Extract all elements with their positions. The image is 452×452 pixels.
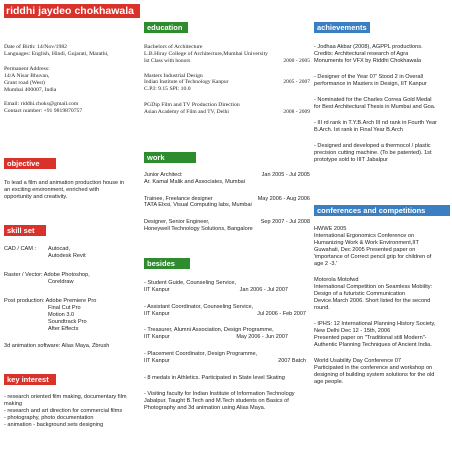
right-column <box>314 0 450 452</box>
skills-header: skill set <box>4 225 46 236</box>
besides-list: - Student Guide, Counseling Service, IIT Kanpur Jan 2006 - Jul 2007 - Assistant Coordinator, Counseling Service, IIT Kanpur Jul 2006 - Feb 2007 - Treasurer, Alumni Association, Design Programme, IIT Kanpur May 2006 - Jun 2007 - Placement Coordinator, Design Programme, IIT Kanpur 2007 Batch - 8 medals in Athletics. Participated in State level Skating - Visiting faculty for Indian Institute of Information Technology Jabalpur. Taught B.Tech and M.Tech students on Basics of Photography and 3d animation using Alias Maya. <box>144 280 306 411</box>
address-line: Mumbai 400007, India <box>4 86 57 93</box>
interest-list: - research oriented film making, documentary film making - research and art direction for commercial films - photography, photo documentation - animation - background sets designing <box>4 394 127 428</box>
achievements-list: - Jodhaa Akbar (2008), AGPPL productions. Credits: Architectural research of Agra Monuments for VFX by Riddhi Chokhawala - Designer of the Year 07' Stood 2 in Overall performance in Masters in Design, IIT Kanpur - Nominated for the Charles Correa Gold Medal for Best Architectural Thesis in Mumbai and Goa. - III rd rank in T.Y.B.Arch III nd rank in Fourth Year B.Arch. Ist rank in Final Year B.Arch - Designed and developed a thermocol / plastic precision cutting machine. (To be patented). 1st prototype sold to IIIT Jabalpur <box>314 44 437 163</box>
personal-info <box>4 44 109 115</box>
education-header: education <box>144 22 188 33</box>
first-name: riddhi <box>6 5 36 17</box>
education-list: Bachelors of Architecture L.B.Hiray College of Architecture,Mumbai University Ist Class with honors 2000 - 2005 Masters Industrial Design Indian Institute of Technology Kanpur 2005 - 2007 C.P.I: 9.15 SPI: 10.0 PGDip Film and TV Production Direction Asian Academy of Film and TV, Delhi 2008 - 2009 <box>144 44 310 115</box>
work-header: work experience <box>144 152 196 163</box>
dob: Date of Birth: 14/Nov/1982 <box>4 44 68 50</box>
left-column <box>4 0 140 452</box>
contact-number: Contact number: +91 9819870757 <box>4 108 83 115</box>
middle-name: jaydeo <box>38 5 72 17</box>
conferences-header: conferences and competitions <box>314 205 450 216</box>
besides-header: besides work <box>144 258 190 269</box>
conferences-list: HWWE 2005 International Ergonomics Conference on Humanizing Work & Work Environment,IIT Guwahati, Dec 2005 Presented paper on 'importance of Correct pencil grip for children of age 2 -3.' Motorola Motofwd International Competition on Seamless Mobility: Design of a futuristic Communication Device.March 2006. Short listed for the second round. - IPHS: 12 International Planning History Society, New Delhi Dec 12 - 15th, 2006 Presented paper on "Traditional still Modern"- Authentic Planning Techniques of Ancient India. World Usability Day Conference 07 Participated in the conference and workshop on designing of building system solutions for the old age people. <box>314 226 436 385</box>
address-line: Grant road (West) <box>4 79 45 86</box>
last-name: chokhawala <box>74 5 134 17</box>
skills-list: CAD / CAM : Autocad, Autodesk Revit Raster / Vector: Adobe Photoshop, Coreldraw Post production: Adobe Premiere Pro Final Cut Pro Motion 3.0 Soundtrack Pro After Effects 3d animation software: Alias Maya, Zbrush <box>4 246 110 349</box>
objective-header: objective <box>4 158 56 169</box>
email[interactable]: Email: riddhi.choks@gmail.com <box>4 101 79 108</box>
address-line: 14/A Nisar Bhuvan, <box>4 72 50 79</box>
achievements-header: achievements <box>314 22 370 33</box>
middle-column <box>144 0 310 452</box>
interest-header: key interest <box>4 374 56 385</box>
work-list: Junior Architect Jan 2005 - Jul 2005 Ar. Kamal Malik and Associates, Mumbai Trainee, Freelance designer May 2006 - Aug 2006 TATA Elxsi, Visual Computing labs, Mumbai Designer, Senior Engineer, Sep 2007 - Jul 2008 Honeywell Technology Solutions, Bangalore <box>144 172 310 233</box>
objective-text: To lead a film and animation production house in an exciting environment, enriched with opportunity and creativity. <box>4 180 125 200</box>
languages: Languages: English, Hindi, Gujarati, Marathi, <box>4 50 109 57</box>
address-label: Permanent Address: <box>4 65 50 72</box>
